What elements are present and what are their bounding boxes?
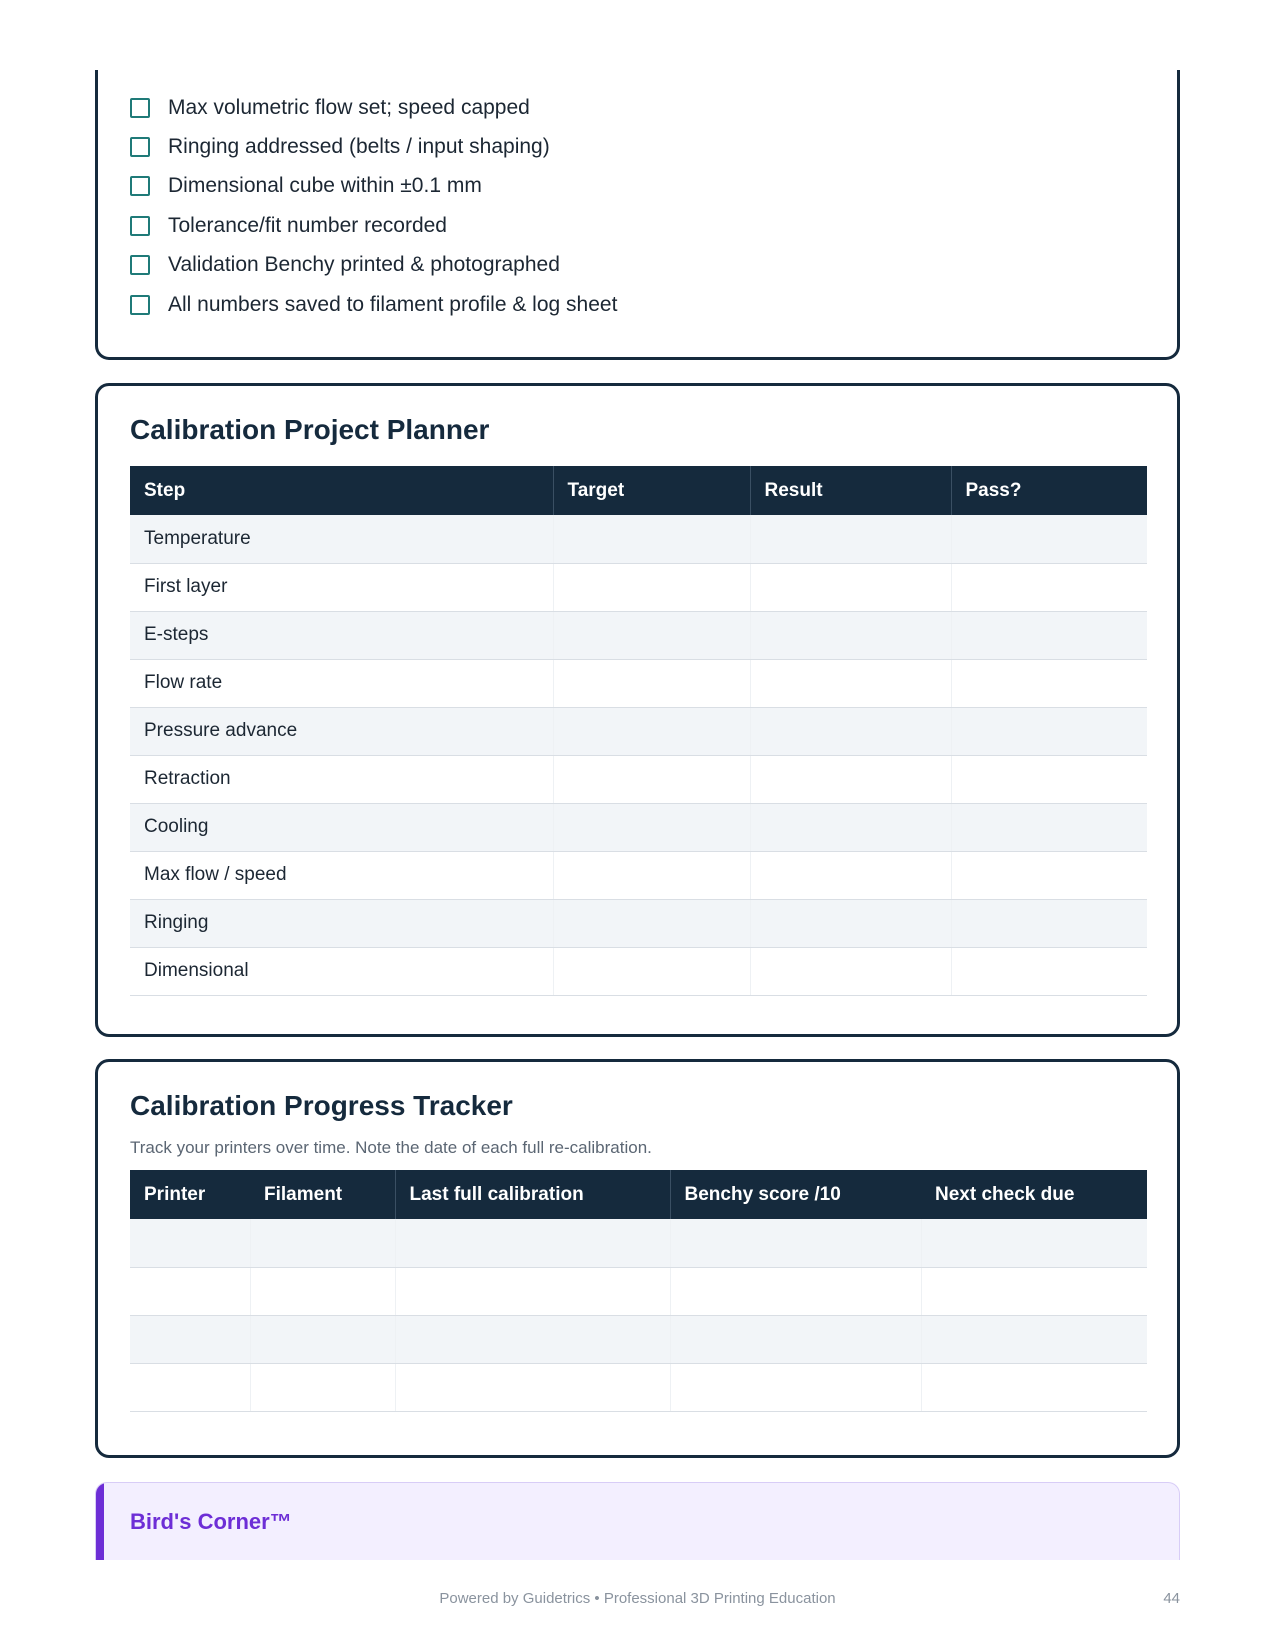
checkbox[interactable]: [130, 216, 150, 236]
checkbox[interactable]: [130, 137, 150, 157]
table-row: [130, 1219, 1147, 1267]
pass-cell[interactable]: [951, 755, 1147, 803]
step-cell: Pressure advance: [130, 707, 553, 755]
pass-cell[interactable]: [951, 803, 1147, 851]
tracker-card: [95, 1059, 1180, 1458]
printer-cell[interactable]: [130, 1219, 250, 1267]
table-row: [130, 1267, 1147, 1315]
table-row: [130, 803, 1147, 851]
column-header-result: Result: [750, 466, 951, 515]
last-calibration-cell[interactable]: [395, 1315, 670, 1363]
step-cell: First layer: [130, 563, 553, 611]
callout-accent-bar: [96, 1483, 104, 1560]
table-row: [130, 755, 1147, 803]
pass-cell[interactable]: [951, 899, 1147, 947]
step-cell: Cooling: [130, 803, 553, 851]
tracker-subtitle: Track your printers over time. Note the date of each full re-calibration.: [130, 1138, 652, 1157]
last-calibration-cell[interactable]: [395, 1363, 670, 1411]
table-header-row: [130, 1170, 1147, 1219]
checklist-item[interactable]: [130, 127, 617, 166]
page-number: 44: [1163, 1590, 1180, 1607]
printer-cell[interactable]: [130, 1315, 250, 1363]
pass-cell[interactable]: [951, 611, 1147, 659]
step-cell: Ringing: [130, 899, 553, 947]
table-header-row: [130, 466, 1147, 515]
result-cell[interactable]: [750, 707, 951, 755]
benchy-score-cell[interactable]: [670, 1267, 921, 1315]
pass-cell[interactable]: [951, 659, 1147, 707]
printer-cell[interactable]: [130, 1267, 250, 1315]
step-cell: Retraction: [130, 755, 553, 803]
checklist-item[interactable]: [130, 246, 617, 285]
checklist-item-label: Dimensional cube within ±0.1 mm: [168, 174, 482, 198]
result-cell[interactable]: [750, 803, 951, 851]
last-calibration-cell[interactable]: [395, 1219, 670, 1267]
checklist-card: [95, 70, 1180, 360]
target-cell[interactable]: [553, 659, 750, 707]
pass-cell[interactable]: [951, 515, 1147, 563]
birds-corner-title: Bird's Corner™: [130, 1509, 292, 1534]
checkbox[interactable]: [130, 255, 150, 275]
table-row: [130, 899, 1147, 947]
table-row: [130, 1315, 1147, 1363]
next-check-cell[interactable]: [921, 1363, 1147, 1411]
result-cell[interactable]: [750, 563, 951, 611]
planner-table: [130, 466, 1147, 996]
pass-cell[interactable]: [951, 563, 1147, 611]
benchy-score-cell[interactable]: [670, 1219, 921, 1267]
target-cell[interactable]: [553, 611, 750, 659]
target-cell[interactable]: [553, 515, 750, 563]
benchy-score-cell[interactable]: [670, 1363, 921, 1411]
next-check-cell[interactable]: [921, 1267, 1147, 1315]
table-row: [130, 1363, 1147, 1411]
pass-cell[interactable]: [951, 707, 1147, 755]
target-cell[interactable]: [553, 563, 750, 611]
checklist-item-label: Validation Benchy printed & photographed: [168, 253, 560, 277]
checklist-item-label: Max volumetric flow set; speed capped: [168, 95, 530, 119]
printer-cell[interactable]: [130, 1363, 250, 1411]
tracker-table: [130, 1170, 1147, 1412]
column-header-last-calibration: Last full calibration: [395, 1170, 670, 1219]
checkbox[interactable]: [130, 295, 150, 315]
result-cell[interactable]: [750, 899, 951, 947]
checkbox[interactable]: [130, 176, 150, 196]
table-row: [130, 947, 1147, 995]
result-cell[interactable]: [750, 947, 951, 995]
target-cell[interactable]: [553, 707, 750, 755]
step-cell: Dimensional: [130, 947, 553, 995]
column-header-step: Step: [130, 466, 553, 515]
checklist-item[interactable]: [130, 88, 617, 127]
filament-cell[interactable]: [250, 1219, 395, 1267]
filament-cell[interactable]: [250, 1315, 395, 1363]
target-cell[interactable]: [553, 899, 750, 947]
checklist: [130, 88, 617, 324]
next-check-cell[interactable]: [921, 1315, 1147, 1363]
checklist-item[interactable]: [130, 206, 617, 245]
checkbox[interactable]: [130, 98, 150, 118]
footer-text: Powered by Guidetrics • Professional 3D Printing Education: [439, 1590, 836, 1607]
filament-cell[interactable]: [250, 1363, 395, 1411]
result-cell[interactable]: [750, 611, 951, 659]
target-cell[interactable]: [553, 755, 750, 803]
filament-cell[interactable]: [250, 1267, 395, 1315]
column-header-target: Target: [553, 466, 750, 515]
target-cell[interactable]: [553, 803, 750, 851]
planner-card: [95, 383, 1180, 1037]
step-cell: Max flow / speed: [130, 851, 553, 899]
pass-cell[interactable]: [951, 947, 1147, 995]
step-cell: Temperature: [130, 515, 553, 563]
table-row: [130, 515, 1147, 563]
result-cell[interactable]: [750, 755, 951, 803]
table-row: [130, 851, 1147, 899]
target-cell[interactable]: [553, 947, 750, 995]
benchy-score-cell[interactable]: [670, 1315, 921, 1363]
column-header-pass: Pass?: [965, 479, 1022, 501]
table-row: [130, 611, 1147, 659]
table-row: [130, 563, 1147, 611]
birds-corner-callout: [95, 1482, 1180, 1560]
result-cell[interactable]: [750, 851, 951, 899]
checklist-item[interactable]: [130, 285, 617, 324]
column-header-filament: Filament: [250, 1170, 395, 1219]
next-check-cell[interactable]: [921, 1219, 1147, 1267]
checklist-item-label: Ringing addressed (belts / input shaping): [168, 135, 550, 159]
checklist-item-label: Tolerance/fit number recorded: [168, 213, 447, 237]
table-row: [130, 659, 1147, 707]
column-header-printer: Printer: [144, 1183, 206, 1205]
column-header-benchy-score: Benchy score /10: [684, 1183, 841, 1205]
step-cell: Flow rate: [130, 659, 553, 707]
checklist-item-label: All numbers saved to filament profile & log sheet: [168, 292, 618, 316]
last-calibration-cell[interactable]: [395, 1267, 670, 1315]
planner-title: Calibration Project Planner: [130, 414, 490, 445]
pass-cell[interactable]: [951, 851, 1147, 899]
column-header-next-check: Next check due: [935, 1183, 1075, 1205]
table-row: [130, 707, 1147, 755]
tracker-title: Calibration Progress Tracker: [130, 1090, 513, 1121]
result-cell[interactable]: [750, 515, 951, 563]
target-cell[interactable]: [553, 851, 750, 899]
step-cell: E-steps: [130, 611, 553, 659]
result-cell[interactable]: [750, 659, 951, 707]
checklist-item[interactable]: [130, 167, 617, 206]
